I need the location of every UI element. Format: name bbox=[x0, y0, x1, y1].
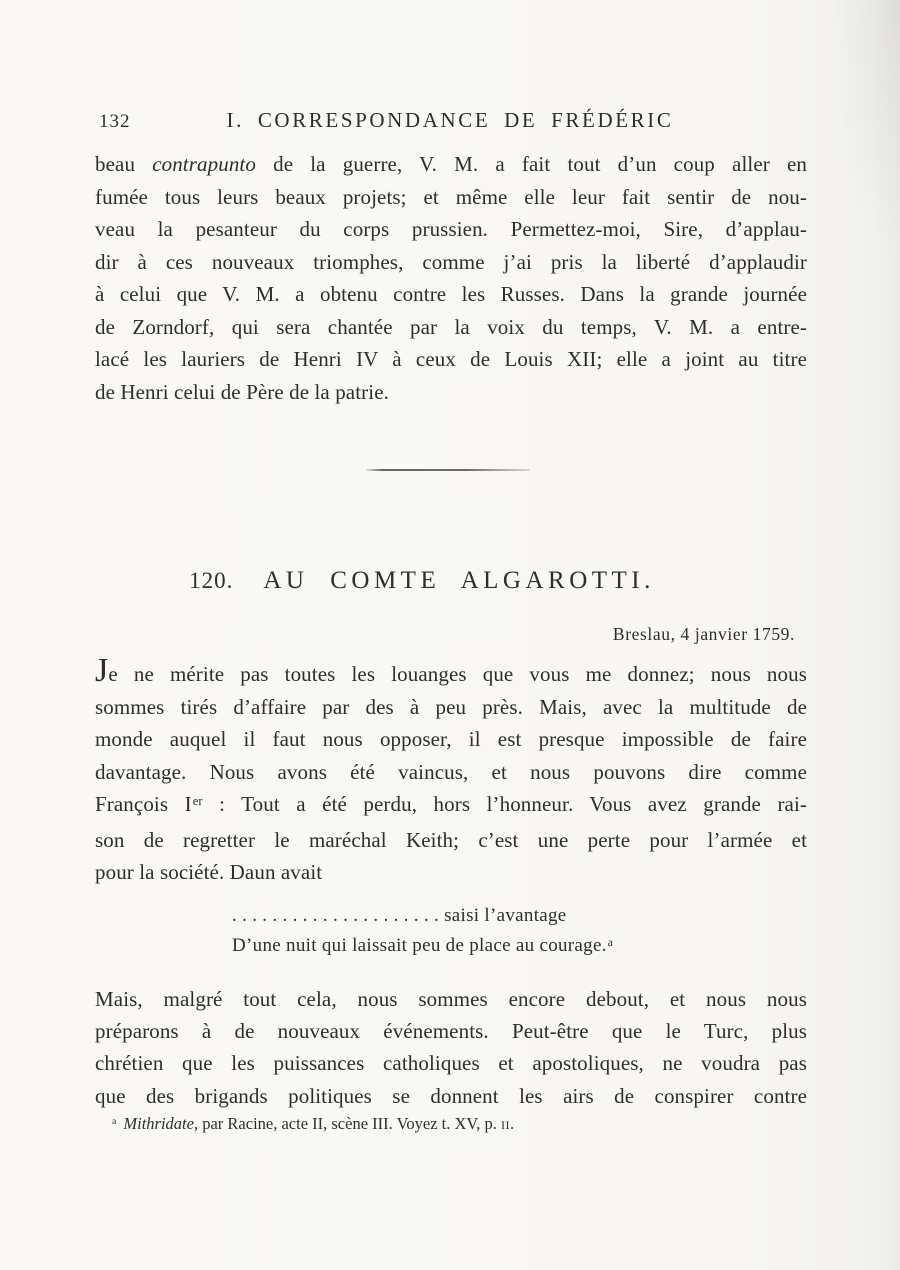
text-line: que des brigands politiques se donnent les airs de conspirer contre bbox=[95, 1083, 807, 1108]
body-paragraph-opening bbox=[95, 652, 807, 889]
text-line: François Ier : Tout a été perdu, hors l’honneur. Vous avez grande rai- bbox=[95, 792, 807, 816]
page-number: 132 bbox=[99, 111, 131, 132]
text-line: beau contrapunto de la guerre, V. M. a fait tout d’un coup aller en bbox=[95, 152, 807, 176]
text-line: $^a$ Mithridate, par Racine, acte II, scène III. Voyez t. XV, p. ii. bbox=[112, 1114, 515, 1133]
text-line: davantage. Nous avons été vaincus, et nous pouvons dire comme bbox=[95, 759, 807, 784]
text-line: sommes tirés d’affaire par des à peu près. Mais, avec la multitude de bbox=[95, 694, 807, 719]
text-line: à celui que V. M. a obtenu contre les Russes. Dans la grande journée bbox=[95, 282, 807, 306]
text-line: lacé les lauriers de Henri IV à ceux de Louis XII; elle a joint au titre bbox=[95, 347, 807, 371]
text-line: Mais, malgré tout cela, nous sommes encore debout, et nous nous bbox=[95, 987, 807, 1011]
text-line: préparons à de nouveaux événements. Peut-être que le Turc, plus bbox=[95, 1019, 807, 1044]
scan-shadow bbox=[830, 0, 900, 260]
text-line: pour la société. Daun avait bbox=[95, 860, 323, 884]
running-header bbox=[95, 108, 805, 136]
dateline: Breslau, 4 janvier 1759. bbox=[612, 624, 795, 644]
running-header-title: I. CORRESPONDANCE DE FRÉDÉRIC bbox=[226, 108, 674, 132]
footnote bbox=[95, 1113, 807, 1138]
text-line: de Henri celui de Père de la patrie. bbox=[95, 379, 389, 404]
body-paragraph-closing bbox=[95, 983, 807, 1112]
text-line: D’une nuit qui laissait peu de place au courage.$^a$ bbox=[232, 935, 614, 956]
verse-quote bbox=[232, 901, 792, 963]
text-line: . . . . . . . . . . . . . . . . . . . . . saisi l’avantage bbox=[232, 905, 567, 926]
letter-heading bbox=[67, 567, 777, 595]
letter-title: AU COMTE ALGAROTTI. bbox=[263, 567, 655, 594]
text-line: monde auquel il faut nous opposer, il est presque impossible de faire bbox=[95, 727, 807, 751]
text-line: veau la pesanteur du corps prussien. Permettez-moi, Sire, d’applau- bbox=[95, 217, 807, 241]
text-line: dir à ces nouveaux triomphes, comme j’ai pris la liberté d’applaudir bbox=[95, 249, 807, 274]
letter-number: 120. bbox=[189, 568, 234, 593]
text-line: Je ne mérite pas toutes les louanges que vous me donnez; nous nous bbox=[95, 652, 807, 689]
text-line: chrétien que les puissances catholiques et apostoliques, ne voudra pas bbox=[95, 1051, 807, 1076]
text-line: son de regretter le maréchal Keith; c’est une perte pour l’armée et bbox=[95, 827, 807, 852]
text-line: de Zorndorf, qui sera chantée par la voix du temps, V. M. a entre- bbox=[95, 314, 807, 339]
text-line: fumée tous leurs beaux projets; et même elle leur fait sentir de nou- bbox=[95, 184, 807, 209]
body-paragraph-continuation bbox=[95, 148, 807, 408]
section-divider-rule bbox=[366, 469, 530, 471]
